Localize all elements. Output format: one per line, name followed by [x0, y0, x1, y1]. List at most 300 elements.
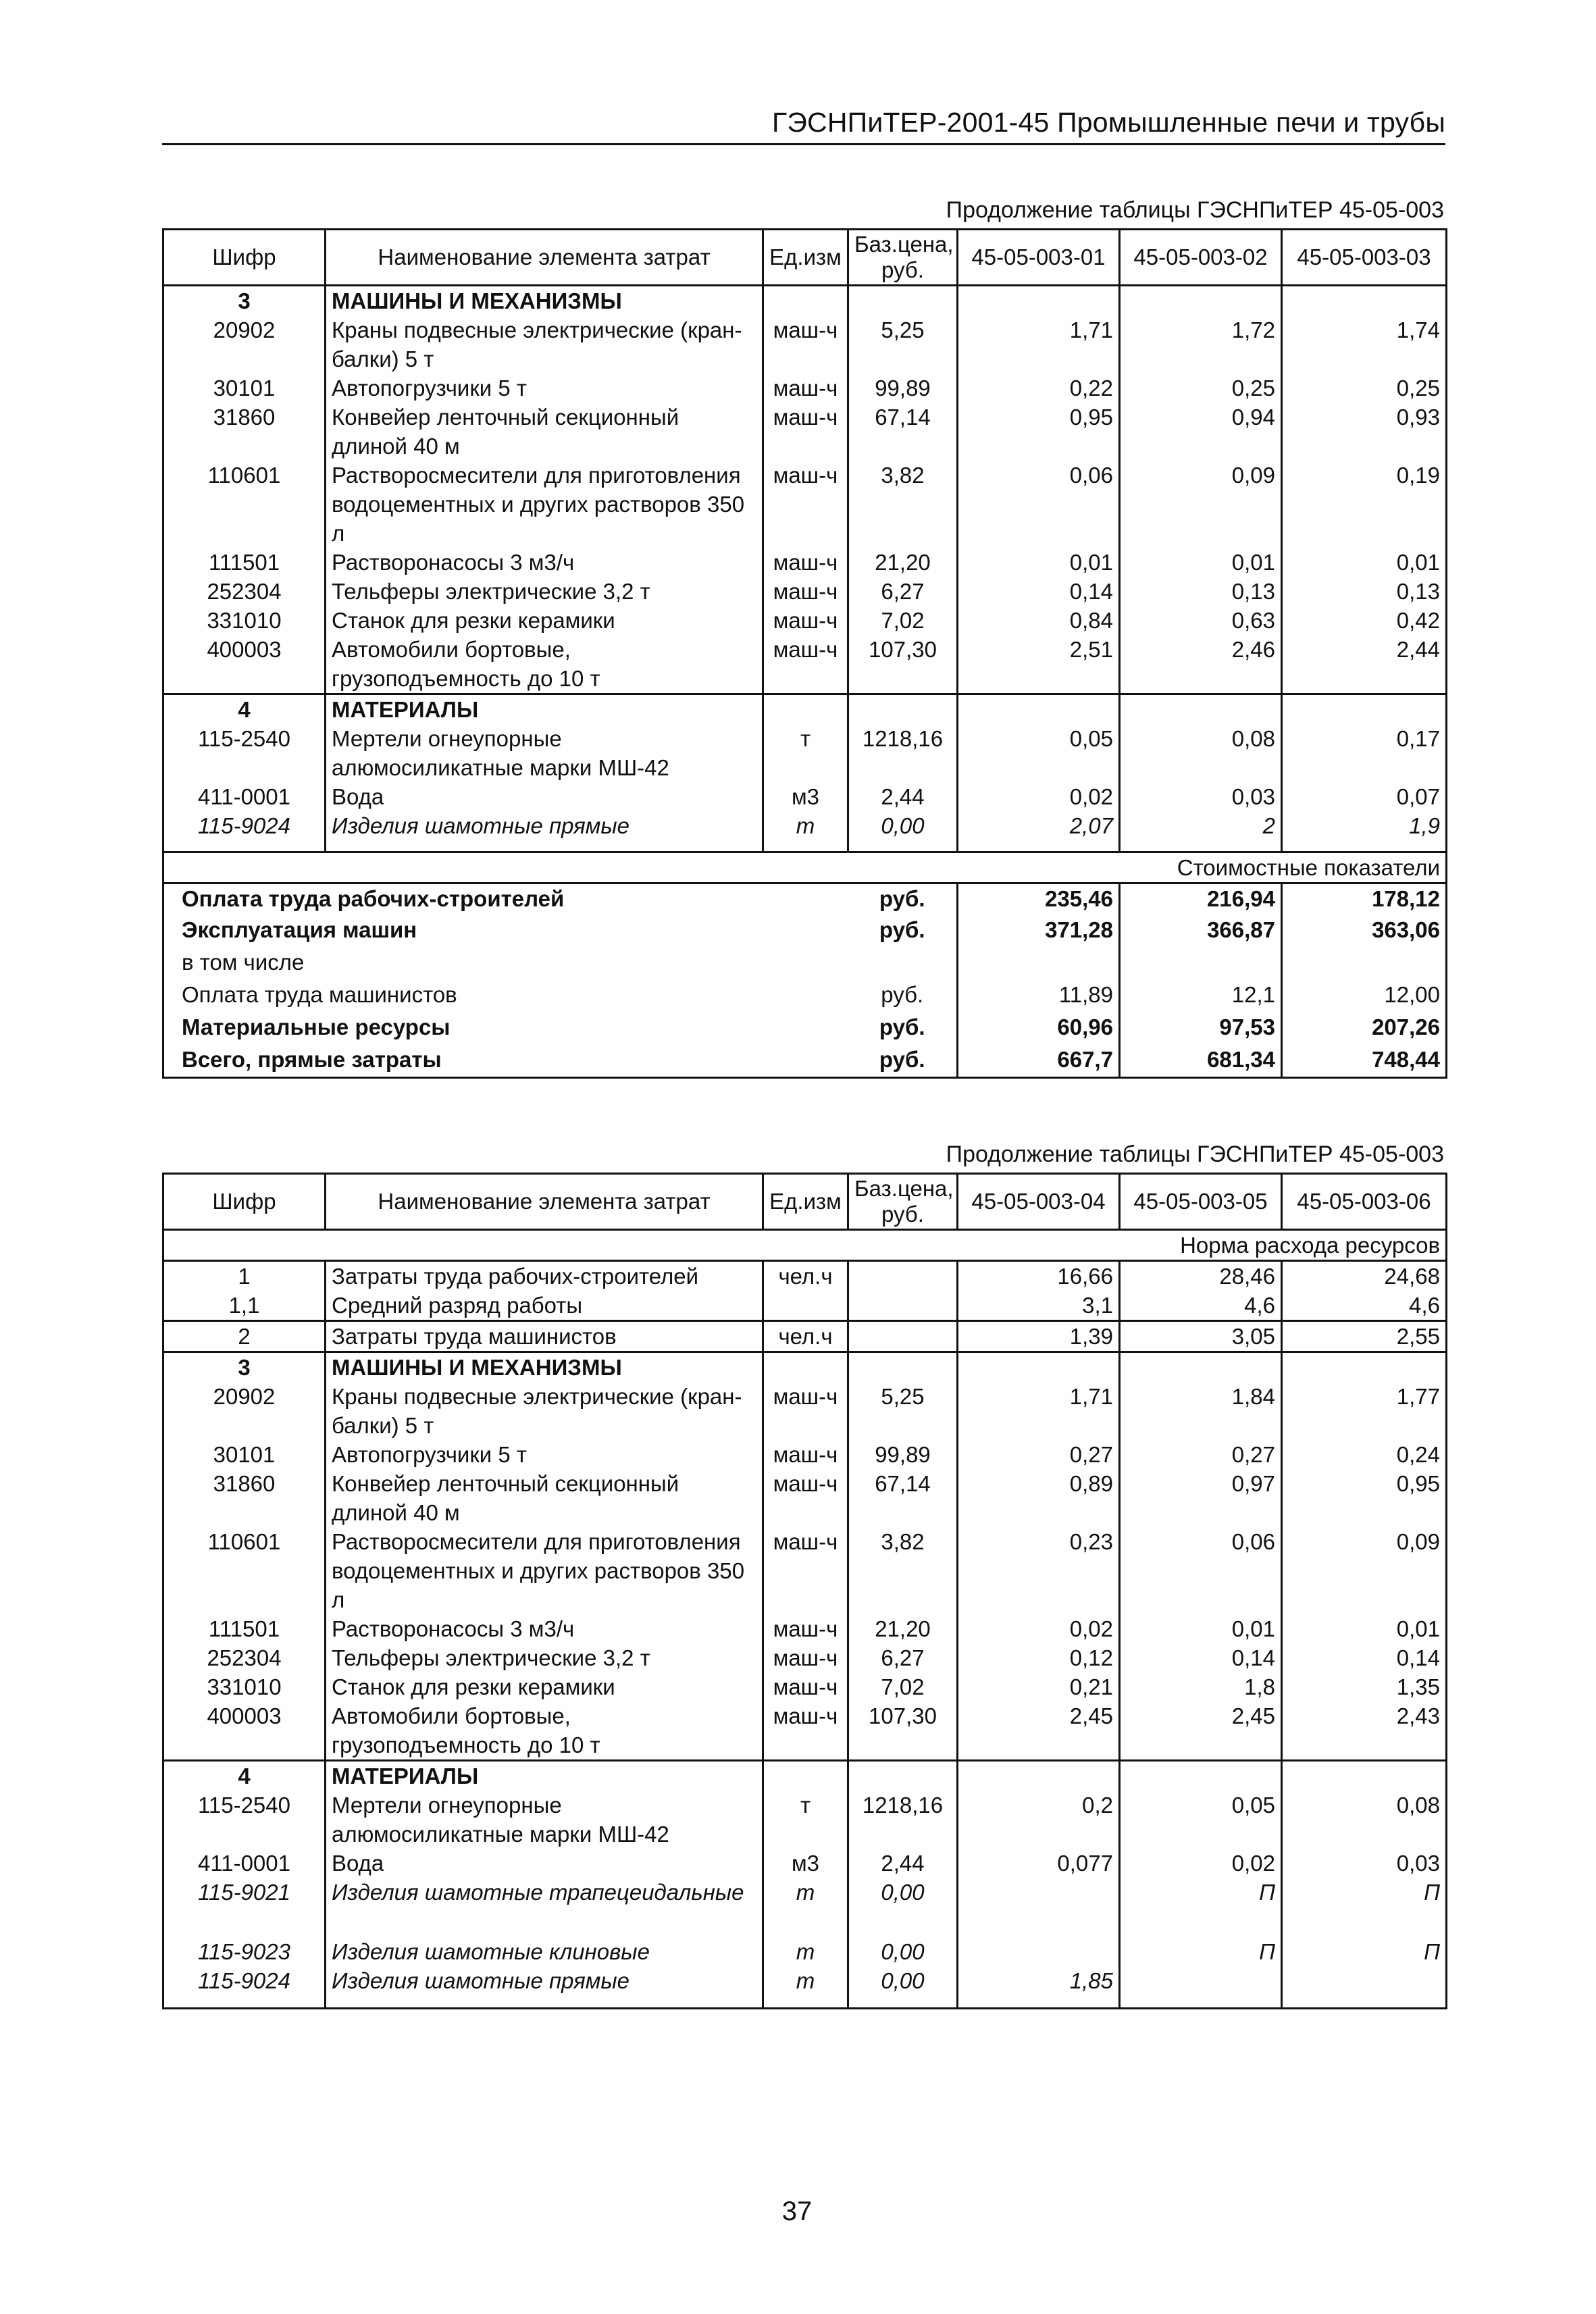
cell-unit: маш-ч: [763, 1643, 848, 1672]
cell-value: 2: [1120, 811, 1282, 852]
cell-name: Изделия шамотные клиновые: [326, 1937, 763, 1966]
cell-unit: т: [763, 724, 848, 782]
cell-value: 0,02: [1120, 1849, 1282, 1878]
cell-name: Станок для резки керамики: [326, 1672, 763, 1701]
cell-value: 0,12: [958, 1643, 1120, 1672]
cell-code: 115-9024: [163, 1966, 326, 2008]
cell-value: 0,94: [1120, 403, 1282, 461]
cell-unit: маш-ч: [763, 461, 848, 548]
cell-value: [1282, 1966, 1447, 2008]
summary-unit: руб.: [848, 980, 958, 1012]
cell-price: 0,00: [848, 1937, 958, 1966]
table-row: [163, 286, 1447, 316]
table-row: [163, 403, 1447, 461]
cell-unit: м3: [763, 782, 848, 811]
header-rule: [162, 143, 1445, 145]
cell-code: 4: [163, 694, 326, 725]
cell-value: 0,19: [1282, 461, 1447, 548]
cell-code: 20902: [163, 1382, 326, 1440]
header-name: Наименование элемента затрат: [326, 1174, 763, 1230]
cell-value: 1,72: [1120, 315, 1282, 374]
header-col3: 45-05-003-03: [1282, 230, 1447, 286]
cell-unit: маш-ч: [763, 577, 848, 606]
cell-value: 0,21: [958, 1672, 1120, 1701]
cell-name: Затраты труда машинистов: [326, 1321, 763, 1352]
cell-value: 1,39: [958, 1321, 1120, 1352]
header-name: Наименование элемента затрат: [326, 230, 763, 286]
cell-price: [848, 1761, 958, 1791]
header-col2: 45-05-003-05: [1120, 1174, 1282, 1230]
summary-row: [163, 1045, 1447, 1077]
header-unit: Ед.изм: [763, 1174, 848, 1230]
summary-value: 97,53: [1120, 1012, 1282, 1045]
cell-value: [958, 1937, 1120, 1966]
cell-price: 0,00: [848, 1878, 958, 1937]
cell-code: 115-2540: [163, 724, 326, 782]
cell-value: 0,93: [1282, 403, 1447, 461]
cell-value: 0,01: [1282, 1614, 1447, 1643]
table-row: [163, 724, 1447, 782]
cell-value: 0,89: [958, 1469, 1120, 1527]
cell-name: Растворосмесители для приготовления водоцементных и других растворов 350 л: [326, 1527, 763, 1614]
cell-value: 0,01: [1120, 1614, 1282, 1643]
summary-value: 363,06: [1282, 915, 1447, 948]
table1-header-row: [163, 230, 1447, 286]
cell-code: 110601: [163, 1527, 326, 1614]
cell-code: 115-2540: [163, 1791, 326, 1849]
cell-value: 0,14: [1120, 1643, 1282, 1672]
table-row: [163, 782, 1447, 811]
table-row: [163, 1701, 1447, 1761]
cell-price: 21,20: [848, 1614, 958, 1643]
cell-value: 2,45: [1120, 1701, 1282, 1761]
cell-value: 0,077: [958, 1849, 1120, 1878]
header-code: Шифр: [163, 1174, 326, 1230]
cell-name: МАТЕРИАЛЫ: [326, 1761, 763, 1791]
cell-value: 0,17: [1282, 724, 1447, 782]
cell-value: 0,14: [958, 577, 1120, 606]
cell-code: 30101: [163, 1440, 326, 1469]
cell-name: Вода: [326, 1849, 763, 1878]
cell-value: 1,8: [1120, 1672, 1282, 1701]
table-row: [163, 374, 1447, 403]
header-col1: 45-05-003-01: [958, 230, 1120, 286]
cell-value: 2,44: [1282, 635, 1447, 694]
cell-value: 0,2: [958, 1791, 1120, 1849]
norm-section-label: Норма расхода ресурсов: [163, 1230, 1447, 1261]
cell-unit: маш-ч: [763, 1614, 848, 1643]
cell-price: 107,30: [848, 1701, 958, 1761]
table2-resource-table: [162, 1173, 1447, 2009]
cell-value: 0,14: [1282, 1643, 1447, 1672]
table-row: [163, 461, 1447, 548]
cell-price: [848, 1261, 958, 1291]
cell-value: 4,6: [1282, 1291, 1447, 1321]
cell-value: 0,13: [1282, 577, 1447, 606]
table2-continuation-caption: Продолжение таблицы ГЭСНПиТЕР 45-05-003: [946, 1141, 1444, 1167]
summary-value: 178,12: [1282, 883, 1447, 915]
cell-name: Станок для резки керамики: [326, 606, 763, 635]
cell-code: 2: [163, 1321, 326, 1352]
cell-price: 107,30: [848, 635, 958, 694]
cell-value: [1120, 286, 1282, 316]
cell-price: 0,00: [848, 1966, 958, 2008]
cell-price: 99,89: [848, 374, 958, 403]
cell-price: [848, 1321, 958, 1352]
cell-price: 67,14: [848, 403, 958, 461]
cell-value: [958, 1878, 1120, 1937]
table-row: [163, 1614, 1447, 1643]
cell-value: 28,46: [1120, 1261, 1282, 1291]
summary-label: Материальные ресурсы: [163, 1012, 848, 1045]
cell-value: 2,55: [1282, 1321, 1447, 1352]
header-col2: 45-05-003-02: [1120, 230, 1282, 286]
cell-value: 0,27: [1120, 1440, 1282, 1469]
cell-value: 0,63: [1120, 606, 1282, 635]
cell-value: 1,71: [958, 315, 1120, 374]
cell-value: [1282, 1352, 1447, 1383]
cell-unit: [763, 1761, 848, 1791]
cell-price: 7,02: [848, 1672, 958, 1701]
table-row: [163, 577, 1447, 606]
cell-unit: т: [763, 811, 848, 852]
cell-name: МАШИНЫ И МЕХАНИЗМЫ: [326, 1352, 763, 1383]
cell-value: 0,97: [1120, 1469, 1282, 1527]
summary-label: Оплата труда машинистов: [163, 980, 848, 1012]
cell-name: Автопогрузчики 5 т: [326, 374, 763, 403]
cell-value: 0,06: [1120, 1527, 1282, 1614]
cell-value: [1282, 1761, 1447, 1791]
cell-price: 21,20: [848, 548, 958, 577]
cell-value: 0,42: [1282, 606, 1447, 635]
cell-price: 1218,16: [848, 724, 958, 782]
cell-value: 0,27: [958, 1440, 1120, 1469]
cell-value: П: [1120, 1937, 1282, 1966]
summary-value: 12,1: [1120, 980, 1282, 1012]
cell-price: 0,00: [848, 811, 958, 852]
cell-value: 2,46: [1120, 635, 1282, 694]
header-price: Баз.цена, руб.: [848, 1174, 958, 1230]
cell-name: Затраты труда рабочих-строителей: [326, 1261, 763, 1291]
page-number: 37: [781, 2196, 813, 2226]
cell-name: Растворонасосы 3 м3/ч: [326, 548, 763, 577]
table-row: [163, 811, 1447, 852]
cell-name: Конвейер ленточный секционный длиной 40 м: [326, 1469, 763, 1527]
cell-unit: маш-ч: [763, 315, 848, 374]
cell-code: 331010: [163, 1672, 326, 1701]
cell-value: П: [1282, 1937, 1447, 1966]
summary-label: Эксплуатация машин: [163, 915, 848, 948]
cell-unit: т: [763, 1791, 848, 1849]
section-row-cost-indicators: [163, 852, 1447, 883]
cell-price: 5,25: [848, 315, 958, 374]
cell-price: 67,14: [848, 1469, 958, 1527]
cell-code: 111501: [163, 1614, 326, 1643]
table-row: [163, 1527, 1447, 1614]
table1-resource-table: [162, 228, 1447, 1079]
cell-value: [1282, 286, 1447, 316]
cell-price: 5,25: [848, 1382, 958, 1440]
summary-unit: руб.: [848, 1012, 958, 1045]
header-col3: 45-05-003-06: [1282, 1174, 1447, 1230]
cell-code: 115-9021: [163, 1878, 326, 1937]
cell-value: 0,95: [958, 403, 1120, 461]
cell-price: [848, 1291, 958, 1321]
cell-unit: маш-ч: [763, 1672, 848, 1701]
cell-price: [848, 286, 958, 316]
cell-code: 400003: [163, 1701, 326, 1761]
cell-name: Вода: [326, 782, 763, 811]
cell-value: 0,08: [1282, 1791, 1447, 1849]
cell-code: 20902: [163, 315, 326, 374]
cell-unit: [763, 286, 848, 316]
summary-value: 12,00: [1282, 980, 1447, 1012]
summary-unit: руб.: [848, 915, 958, 948]
cell-unit: [763, 1352, 848, 1383]
cell-name: Изделия шамотные трапецеидальные: [326, 1878, 763, 1937]
cell-value: 0,09: [1120, 461, 1282, 548]
table-row: [163, 1966, 1447, 2008]
cell-value: 0,95: [1282, 1469, 1447, 1527]
cell-name: Изделия шамотные прямые: [326, 811, 763, 852]
cell-unit: т: [763, 1966, 848, 2008]
summary-unit: руб.: [848, 883, 958, 915]
table-row: [163, 1878, 1447, 1937]
cell-value: 1,71: [958, 1382, 1120, 1440]
summary-value: [1120, 948, 1282, 980]
table-row: [163, 1469, 1447, 1527]
cell-code: 31860: [163, 1469, 326, 1527]
cell-code: 411-0001: [163, 782, 326, 811]
cell-code: 3: [163, 286, 326, 316]
header-unit: Ед.изм: [763, 230, 848, 286]
cell-price: [848, 1352, 958, 1383]
cell-value: 0,08: [1120, 724, 1282, 782]
cell-price: 2,44: [848, 1849, 958, 1878]
cell-value: [958, 1352, 1120, 1383]
cell-value: 4,6: [1120, 1291, 1282, 1321]
cell-value: 1,85: [958, 1966, 1120, 2008]
cell-code: 110601: [163, 461, 326, 548]
cell-price: 3,82: [848, 1527, 958, 1614]
cell-value: 0,25: [1120, 374, 1282, 403]
cell-code: 252304: [163, 1643, 326, 1672]
cell-value: 0,01: [1120, 548, 1282, 577]
cell-value: 2,43: [1282, 1701, 1447, 1761]
summary-value: 207,26: [1282, 1012, 1447, 1045]
summary-row: [163, 980, 1447, 1012]
cell-value: П: [1120, 1878, 1282, 1937]
summary-label: Оплата труда рабочих-строителей: [163, 883, 848, 915]
cell-unit: маш-ч: [763, 548, 848, 577]
cell-name: Тельферы электрические 3,2 т: [326, 577, 763, 606]
table-row: [163, 1761, 1447, 1791]
cell-value: 0,09: [1282, 1527, 1447, 1614]
cell-name: МАШИНЫ И МЕХАНИЗМЫ: [326, 286, 763, 316]
cell-name: Средний разряд работы: [326, 1291, 763, 1321]
cell-code: 3: [163, 1352, 326, 1383]
cell-value: [958, 286, 1120, 316]
cell-value: [1120, 1966, 1282, 2008]
cell-unit: маш-ч: [763, 1469, 848, 1527]
cell-price: 7,02: [848, 606, 958, 635]
cell-value: 0,02: [958, 1614, 1120, 1643]
cell-price: 6,27: [848, 1643, 958, 1672]
cell-value: 0,13: [1120, 577, 1282, 606]
cell-unit: маш-ч: [763, 1382, 848, 1440]
cell-name: Растворосмесители для приготовления водоцементных и других растворов 350 л: [326, 461, 763, 548]
cost-section-label: Стоимостные показатели: [163, 852, 1447, 883]
table-row: [163, 1672, 1447, 1701]
cell-value: 1,77: [1282, 1382, 1447, 1440]
table-row: [163, 606, 1447, 635]
cell-value: 1,9: [1282, 811, 1447, 852]
cell-value: [958, 694, 1120, 725]
cell-value: 0,02: [958, 782, 1120, 811]
cell-name: Тельферы электрические 3,2 т: [326, 1643, 763, 1672]
table-row: [163, 1291, 1447, 1321]
cell-code: 331010: [163, 606, 326, 635]
summary-value: 11,89: [958, 980, 1120, 1012]
cell-code: 411-0001: [163, 1849, 326, 1878]
cell-name: Мертели огнеупорные алюмосиликатные марки МШ-42: [326, 1791, 763, 1849]
cell-value: 3,05: [1120, 1321, 1282, 1352]
cell-name: Автопогрузчики 5 т: [326, 1440, 763, 1469]
cell-unit: маш-ч: [763, 1440, 848, 1469]
header-code: Шифр: [163, 230, 326, 286]
summary-value: 216,94: [1120, 883, 1282, 915]
running-header: ГЭСНПиТЕР-2001-45 Промышленные печи и трубы: [771, 107, 1445, 138]
cell-value: 3,1: [958, 1291, 1120, 1321]
cell-value: 0,03: [1120, 782, 1282, 811]
table-row: [163, 315, 1447, 374]
summary-unit: руб.: [848, 1045, 958, 1077]
summary-row: [163, 915, 1447, 948]
summary-label: в том числе: [163, 948, 848, 980]
cell-value: 0,03: [1282, 1849, 1447, 1878]
cell-code: 1,1: [163, 1291, 326, 1321]
cell-unit: м3: [763, 1849, 848, 1878]
cell-unit: маш-ч: [763, 374, 848, 403]
summary-row: [163, 1012, 1447, 1045]
cell-value: 0,01: [958, 548, 1120, 577]
table-row: [163, 1261, 1447, 1291]
table-row: [163, 1352, 1447, 1383]
table-row: [163, 635, 1447, 694]
cell-value: [1282, 694, 1447, 725]
cell-value: 2,07: [958, 811, 1120, 852]
cell-name: Краны подвесные электрические (кран-балки) 5 т: [326, 315, 763, 374]
cell-code: 4: [163, 1761, 326, 1791]
cell-value: 0,06: [958, 461, 1120, 548]
cell-value: П: [1282, 1878, 1447, 1937]
summary-value: [958, 948, 1120, 980]
cell-name: Автомобили бортовые, грузоподъемность до 10 т: [326, 1701, 763, 1761]
cell-unit: т: [763, 1937, 848, 1966]
cell-value: 0,23: [958, 1527, 1120, 1614]
cell-price: 1218,16: [848, 1791, 958, 1849]
table-row: [163, 1440, 1447, 1469]
cell-name: Изделия шамотные прямые: [326, 1966, 763, 2008]
table1-continuation-caption: Продолжение таблицы ГЭСНПиТЕР 45-05-003: [946, 197, 1444, 223]
table-row: [163, 1382, 1447, 1440]
summary-value: 235,46: [958, 883, 1120, 915]
cell-unit: т: [763, 1878, 848, 1937]
cell-value: 0,01: [1282, 548, 1447, 577]
cell-value: 24,68: [1282, 1261, 1447, 1291]
cell-code: 1: [163, 1261, 326, 1291]
cell-unit: маш-ч: [763, 635, 848, 694]
cell-unit: чел.ч: [763, 1261, 848, 1291]
summary-label: Всего, прямые затраты: [163, 1045, 848, 1077]
table-row: [163, 1643, 1447, 1672]
cell-value: 0,05: [958, 724, 1120, 782]
table-row: [163, 1321, 1447, 1352]
table-row: [163, 694, 1447, 725]
cell-name: Мертели огнеупорные алюмосиликатные марки МШ-42: [326, 724, 763, 782]
cell-unit: [763, 694, 848, 725]
header-col1: 45-05-003-04: [958, 1174, 1120, 1230]
cell-value: 1,35: [1282, 1672, 1447, 1701]
cell-code: 400003: [163, 635, 326, 694]
cell-code: 115-9024: [163, 811, 326, 852]
cell-unit: чел.ч: [763, 1321, 848, 1352]
cell-value: [1120, 1352, 1282, 1383]
cell-name: Растворонасосы 3 м3/ч: [326, 1614, 763, 1643]
summary-value: 681,34: [1120, 1045, 1282, 1077]
cell-value: 0,84: [958, 606, 1120, 635]
summary-unit: [848, 948, 958, 980]
cell-value: 0,25: [1282, 374, 1447, 403]
table-row: [163, 1849, 1447, 1878]
cell-price: 2,44: [848, 782, 958, 811]
cell-value: 1,74: [1282, 315, 1447, 374]
summary-row: [163, 948, 1447, 980]
table2-header-row: [163, 1174, 1447, 1230]
table-row: [163, 1937, 1447, 1966]
summary-value: 748,44: [1282, 1045, 1447, 1077]
cell-price: 99,89: [848, 1440, 958, 1469]
cell-value: 16,66: [958, 1261, 1120, 1291]
summary-value: 667,7: [958, 1045, 1120, 1077]
cell-name: Конвейер ленточный секционный длиной 40 м: [326, 403, 763, 461]
cell-value: 2,51: [958, 635, 1120, 694]
cell-unit: маш-ч: [763, 1701, 848, 1761]
cell-name: Автомобили бортовые, грузоподъемность до 10 т: [326, 635, 763, 694]
table-row: [163, 548, 1447, 577]
cell-value: 0,07: [1282, 782, 1447, 811]
cell-value: [1120, 1761, 1282, 1791]
summary-row: [163, 883, 1447, 915]
cell-price: 6,27: [848, 577, 958, 606]
cell-value: 0,24: [1282, 1440, 1447, 1469]
cell-code: 111501: [163, 548, 326, 577]
cell-unit: маш-ч: [763, 1527, 848, 1614]
cell-value: [1120, 694, 1282, 725]
cell-value: [958, 1761, 1120, 1791]
cell-code: 31860: [163, 403, 326, 461]
cell-code: 30101: [163, 374, 326, 403]
section-row-norms: [163, 1230, 1447, 1261]
cell-name: Краны подвесные электрические (кран-балки) 5 т: [326, 1382, 763, 1440]
summary-value: 60,96: [958, 1012, 1120, 1045]
cell-price: [848, 694, 958, 725]
cell-unit: [763, 1291, 848, 1321]
cell-name: МАТЕРИАЛЫ: [326, 694, 763, 725]
summary-value: 371,28: [958, 915, 1120, 948]
cell-code: 115-9023: [163, 1937, 326, 1966]
cell-code: 252304: [163, 577, 326, 606]
